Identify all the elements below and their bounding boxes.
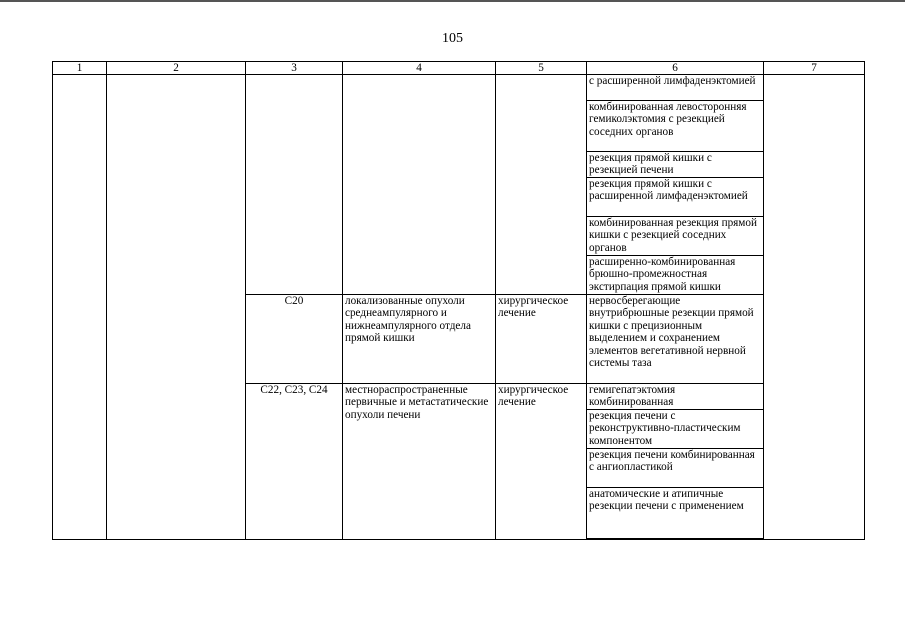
column-header-1: 1 [53, 62, 107, 75]
column-header-7: 7 [764, 62, 865, 75]
cell-method: гемигепатэктомия комбинированная [587, 384, 764, 410]
cell-method: с расширенной лимфаденэктомией [587, 75, 764, 101]
cell-method: комбинированная резекция прямой кишки с резекцией соседних органов [587, 217, 764, 256]
cell-method: резекция прямой кишки с расширенной лимфаденэктомией [587, 178, 764, 217]
cell-col7 [764, 75, 865, 540]
cell-col2 [107, 75, 246, 540]
cell-code: С20 [246, 295, 343, 384]
column-header-4: 4 [343, 62, 496, 75]
cell-method: комбинированная левосторонняя гемиколэктомия с резекцией соседних органов [587, 101, 764, 152]
column-header-3: 3 [246, 62, 343, 75]
cell-method: резекция прямой кишки с резекцией печени [587, 152, 764, 178]
column-header-5: 5 [496, 62, 587, 75]
cell-treatment: хирургическое лечение [496, 295, 587, 384]
cell-method: резекция печени комбинированная с ангиопластикой [587, 449, 764, 488]
column-header-6: 6 [587, 62, 764, 75]
document-table [52, 61, 865, 540]
page-number: 105 [442, 31, 463, 46]
cell-method: нервосберегающие внутрибрюшные резекции прямой кишки с прецизионным выделением и сохранением элементов вегетативной нервной системы таза [587, 295, 764, 384]
cell-description [343, 75, 496, 295]
table-row [53, 75, 865, 101]
cell-method: расширенно-комбинированная брюшно-промежностная экстирпация прямой кишки [587, 256, 764, 295]
cell-treatment [496, 75, 587, 295]
column-number-row [53, 62, 865, 75]
cell-col1 [53, 75, 107, 540]
cell-code: С22, С23, С24 [246, 384, 343, 540]
cell-method: резекция печени с реконструктивно-пластическим компонентом [587, 410, 764, 449]
cell-method: анатомические и атипичные резекции печени с применением [587, 488, 764, 539]
top-rule [0, 0, 905, 2]
cell-treatment: хирургическое лечение [496, 384, 587, 540]
cell-description: местнораспространенные первичные и метастатические опухоли печени [343, 384, 496, 540]
column-header-2: 2 [107, 62, 246, 75]
cell-description: локализованные опухоли среднеампулярного и нижнеампулярного отдела прямой кишки [343, 295, 496, 384]
cell-method-empty [587, 539, 764, 540]
cell-code [246, 75, 343, 295]
